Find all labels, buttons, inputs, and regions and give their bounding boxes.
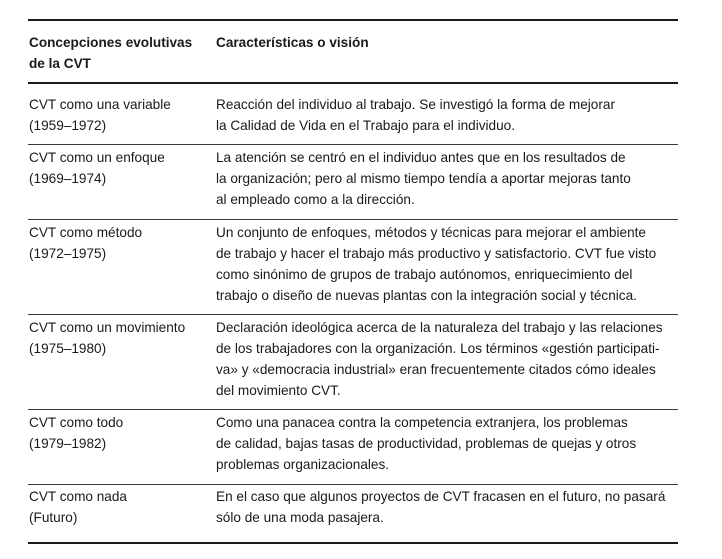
header-text: Concepciones evolutivas [29, 35, 193, 50]
description-line: la organización; pero al mismo tiempo tendía a aportar mejoras tanto [216, 171, 631, 186]
description-line: de calidad, bajas tasas de productividad, problemas de quejas y otros [216, 436, 637, 451]
concept-title: CVT como método [29, 225, 143, 240]
description-line: En el caso que algunos proyectos de CVT fracasen en el futuro, no pasará [216, 489, 666, 504]
description-line: la Calidad de Vida en el Trabajo para el individuo. [216, 118, 516, 133]
concept-title: CVT como todo [29, 415, 124, 430]
row-concept [29, 94, 171, 136]
description-line: Declaración ideológica acerca de la naturaleza del trabajo y las relaciones [216, 320, 663, 335]
header-text: Características o visión [216, 35, 369, 50]
description-line: va» y «democracia industrial» eran frecuentemente citados cómo ideales [216, 362, 656, 377]
description-line: como sinónimo de grupos de trabajo autónomos, enriquecimiento del [216, 267, 633, 282]
row-description [216, 486, 665, 528]
row-description [216, 94, 615, 136]
header-bottom-rule [28, 82, 678, 84]
row-concept [29, 222, 142, 264]
concept-title: CVT como un movimiento [29, 320, 186, 335]
description-line: sólo de una moda pasajera. [216, 510, 384, 525]
table-bottom-rule [28, 542, 678, 544]
description-line: de trabajo y hacer el trabajo más productivo y satisfactorio. CVT fue visto [216, 246, 657, 261]
row-concept [29, 147, 165, 189]
row-divider [28, 409, 678, 410]
row-concept [29, 317, 185, 359]
concept-title: CVT como un enfoque [29, 150, 165, 165]
description-line: trabajo o diseño de nuevas plantas con la integración social y técnica. [216, 288, 637, 303]
header-text: de la CVT [29, 56, 91, 71]
concept-title: CVT como una variable [29, 97, 171, 112]
description-line: Un conjunto de enfoques, métodos y técnicas para mejorar el ambiente [216, 225, 646, 240]
description-line: Como una panacea contra la competencia extranjera, los problemas [216, 415, 628, 430]
row-divider [28, 219, 678, 220]
row-description [216, 412, 636, 475]
row-divider [28, 484, 678, 485]
header-caracteristicas [216, 32, 369, 53]
concept-title: CVT como nada [29, 489, 127, 504]
row-divider [28, 314, 678, 315]
description-line: La atención se centró en el individuo antes que en los resultados de [216, 150, 626, 165]
concept-period: (Futuro) [29, 510, 78, 525]
concept-period: (1975–1980) [29, 341, 107, 356]
row-concept [29, 412, 123, 454]
description-line: de los trabajadores con la organización. Los términos «gestión participati- [216, 341, 660, 356]
concept-period: (1969–1974) [29, 171, 107, 186]
row-description [216, 317, 663, 401]
description-line: al empleado como a la dirección. [216, 192, 415, 207]
row-concept [29, 486, 127, 528]
table-top-rule [28, 19, 678, 21]
description-line: Reacción del individuo al trabajo. Se investigó la forma de mejorar [216, 97, 615, 112]
row-divider [28, 144, 678, 145]
concept-period: (1972–1975) [29, 246, 107, 261]
description-line: del movimiento CVT. [216, 383, 341, 398]
concept-period: (1959–1972) [29, 118, 107, 133]
description-line: problemas organizacionales. [216, 457, 390, 472]
row-description [216, 147, 631, 210]
header-concepciones [29, 32, 192, 74]
concept-period: (1979–1982) [29, 436, 107, 451]
row-description [216, 222, 656, 306]
